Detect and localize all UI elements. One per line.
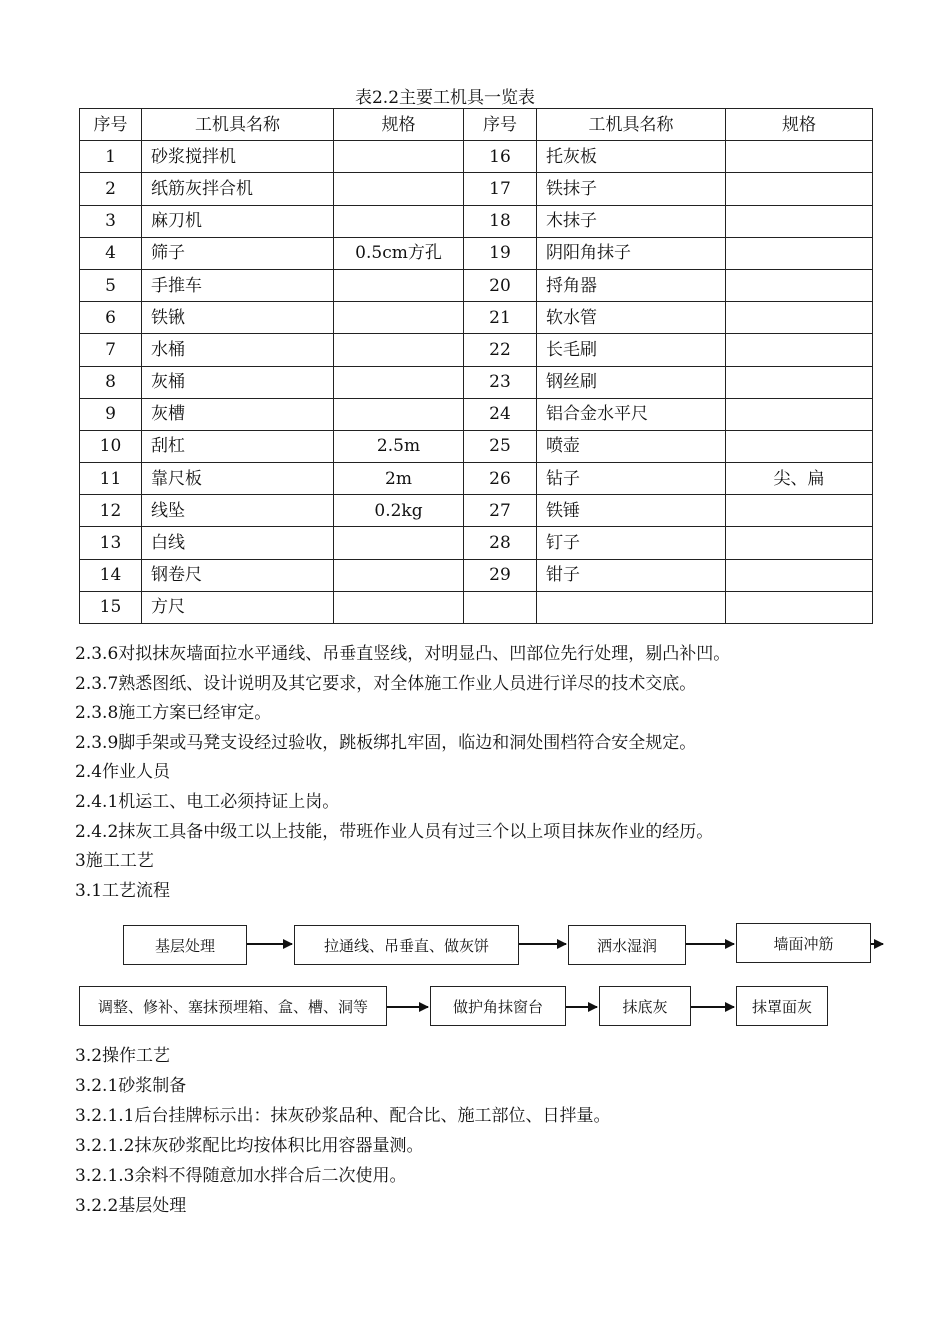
tool-name-left: 刮杠 [142,430,334,462]
row-no-left: 12 [80,495,142,527]
flow-step-wetting: 洒水湿润 [568,925,686,965]
tool-name-left: 灰桶 [142,366,334,398]
paragraph-line: 3.1工艺流程 [75,880,171,901]
tool-name-left: 手推车 [142,269,334,301]
row-no-right: 27 [464,495,537,527]
tool-name-left: 白线 [142,527,334,559]
tool-spec-left: 2m [334,463,464,495]
row-no-right: 28 [464,527,537,559]
header-spec-left: 规格 [334,109,464,141]
tool-name-right: 长毛刷 [537,334,726,366]
tool-name-right: 钻子 [537,463,726,495]
paragraph-line: 2.3.8施工方案已经审定。 [75,703,272,724]
row-no-right: 19 [464,237,537,269]
tool-name-right: 阴阳角抹子 [537,237,726,269]
paragraph-line: 3施工工艺 [75,851,154,872]
row-no-right: 21 [464,302,537,334]
tool-spec-right: 尖、扁 [726,463,873,495]
row-no-left: 10 [80,430,142,462]
row-no-right: 25 [464,430,537,462]
row-no-right: 20 [464,269,537,301]
row-no-left: 13 [80,527,142,559]
flow-step-screeding: 墙面冲筋 [736,923,871,963]
flow-step-base-treatment: 基层处理 [123,925,247,965]
row-no-left: 6 [80,302,142,334]
tool-name-right: 捋角器 [537,269,726,301]
paragraph-line: 3.2操作工艺 [75,1046,171,1066]
row-no-right: 18 [464,205,537,237]
row-no-left: 5 [80,269,142,301]
row-no-left: 3 [80,205,142,237]
row-no-right: 23 [464,366,537,398]
tool-name-right: 喷壶 [537,430,726,462]
tool-name-left: 砂浆搅拌机 [142,141,334,173]
flow-step-base-coat: 抹底灰 [599,986,691,1026]
flow-step-lines-plumb: 拉通线、吊垂直、做灰饼 [294,925,519,965]
row-no-right: 26 [464,463,537,495]
row-no-right: 22 [464,334,537,366]
tool-name-right: 软水管 [537,302,726,334]
tool-name-right: 铝合金水平尺 [537,398,726,430]
row-no-left: 11 [80,463,142,495]
header-no-right: 序号 [464,109,537,141]
paragraph-line: 3.2.2基层处理 [75,1195,187,1216]
tool-name-left: 铁锹 [142,302,334,334]
flow-step-finish-coat: 抹罩面灰 [736,986,828,1026]
paragraph-line: 2.4作业人员 [75,762,171,783]
row-no-right: 16 [464,141,537,173]
tool-name-right: 钳子 [537,559,726,591]
row-no-left: 9 [80,398,142,430]
header-spec-right: 规格 [726,109,873,141]
flow-step-repair: 调整、修补、塞抹预埋箱、盒、槽、洞等 [79,986,387,1026]
paragraph-line: 2.4.2抹灰工具备中级工以上技能，带班作业人员有过三个以上项目抹灰作业的经历。 [75,821,714,842]
tool-name-left: 麻刀机 [142,205,334,237]
tool-name-left: 筛子 [142,237,334,269]
row-no-left: 15 [80,591,142,623]
tool-name-left: 线坠 [142,495,334,527]
header-name-right: 工机具名称 [537,109,726,141]
paragraph-line: 3.2.1.3余料不得随意加水拌合后二次使用。 [75,1165,407,1186]
tool-spec-left: 0.2kg [334,495,464,527]
row-no-left: 4 [80,237,142,269]
tool-spec-left: 2.5m [334,430,464,462]
paragraph-line: 2.3.9脚手架或马凳支设经过验收，跳板绑扎牢固，临边和洞处围档符合安全规定。 [75,732,697,753]
row-no-left: 8 [80,366,142,398]
tool-name-right: 木抹子 [537,205,726,237]
tool-spec-left: 0.5cm方孔 [334,237,464,269]
row-no-left: 14 [80,559,142,591]
tool-name-left: 水桶 [142,334,334,366]
tool-name-right: 铁抹子 [537,173,726,205]
paragraph-line: 3.2.1砂浆制备 [75,1075,187,1096]
flow-step-corner-sill: 做护角抹窗台 [430,986,566,1026]
paragraph-line: 2.3.6对拟抹灰墙面拉水平通线、吊垂直竖线，对明显凸、凹部位先行处理，剔凸补凹。 [75,644,731,664]
header-no-left: 序号 [80,109,142,141]
paragraph-line: 3.2.1.1后台挂牌标示出：抹灰砂浆品种、配合比、施工部位、日拌量。 [75,1105,611,1126]
row-no-left: 1 [80,141,142,173]
tool-name-right: 钉子 [537,527,726,559]
row-no-left: 7 [80,334,142,366]
tool-name-right: 托灰板 [537,141,726,173]
paragraph-line: 2.3.7熟悉图纸、设计说明及其它要求，对全体施工作业人员进行详尽的技术交底。 [75,673,697,694]
tool-name-left: 方尺 [142,591,334,623]
tool-name-left: 纸筋灰拌合机 [142,173,334,205]
row-no-right: 29 [464,559,537,591]
row-no-left: 2 [80,173,142,205]
tool-name-left: 钢卷尺 [142,559,334,591]
row-no-right: 24 [464,398,537,430]
tool-name-left: 靠尺板 [142,463,334,495]
header-name-left: 工机具名称 [142,109,334,141]
table-caption: 表2.2主要工机具一览表 [354,88,536,108]
row-no-right: 17 [464,173,537,205]
tool-name-left: 灰槽 [142,398,334,430]
paragraph-line: 3.2.1.2抹灰砂浆配比均按体积比用容器量测。 [75,1135,424,1156]
tool-name-right: 钢丝刷 [537,366,726,398]
paragraph-line: 2.4.1机运工、电工必须持证上岗。 [75,792,340,812]
tool-name-right: 铁锤 [537,495,726,527]
